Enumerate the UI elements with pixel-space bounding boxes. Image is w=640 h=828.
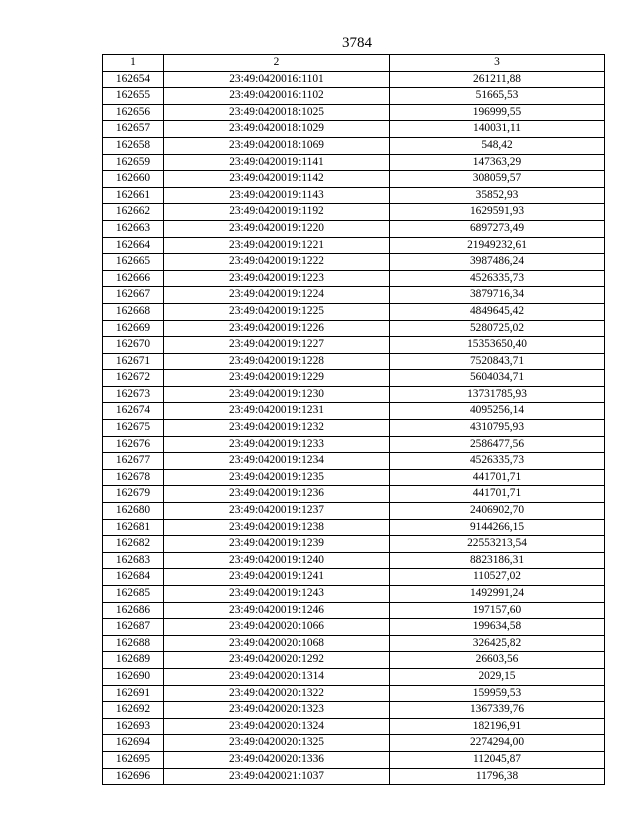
column-header-2: 2 [164,55,390,72]
table-row [103,154,605,171]
table-row [103,403,605,420]
row-number-cell: 162667 [103,287,164,304]
value-cell: 140031,11 [390,121,605,138]
row-number-cell: 162654 [103,71,164,88]
table-row [103,121,605,138]
row-number-cell: 162694 [103,735,164,752]
value-cell: 4526335,73 [390,270,605,287]
cadastral-number-cell: 23:49:0420019:1239 [164,536,390,553]
row-number-cell: 162695 [103,751,164,768]
value-cell: 441701,71 [390,469,605,486]
cadastral-number-cell: 23:49:0420020:1068 [164,635,390,652]
cadastral-number-cell: 23:49:0420019:1230 [164,386,390,403]
value-cell: 308059,57 [390,171,605,188]
table-row [103,420,605,437]
value-cell: 8823186,31 [390,552,605,569]
table-row [103,370,605,387]
table-row [103,171,605,188]
value-cell: 159959,53 [390,685,605,702]
value-cell: 182196,91 [390,718,605,735]
cadastral-number-cell: 23:49:0420019:1221 [164,237,390,254]
table-row [103,386,605,403]
row-number-cell: 162676 [103,436,164,453]
value-cell: 261211,88 [390,71,605,88]
cadastral-number-cell: 23:49:0420019:1224 [164,287,390,304]
cadastral-number-cell: 23:49:0420020:1066 [164,619,390,636]
value-cell: 4526335,73 [390,453,605,470]
value-cell: 21949232,61 [390,237,605,254]
page-number: 3784 [342,35,372,51]
table-row [103,204,605,221]
cadastral-number-cell: 23:49:0420019:1235 [164,469,390,486]
cadastral-number-cell: 23:49:0420019:1240 [164,552,390,569]
column-header-1: 1 [103,55,164,72]
row-number-cell: 162665 [103,254,164,271]
value-cell: 26603,56 [390,652,605,669]
row-number-cell: 162655 [103,88,164,105]
row-number-cell: 162686 [103,602,164,619]
value-cell: 2406902,70 [390,503,605,520]
table-row [103,602,605,619]
value-cell: 35852,93 [390,187,605,204]
value-cell: 2586477,56 [390,436,605,453]
value-cell: 11796,38 [390,768,605,785]
value-cell: 1629591,93 [390,204,605,221]
value-cell: 1367339,76 [390,702,605,719]
row-number-cell: 162659 [103,154,164,171]
value-cell: 199634,58 [390,619,605,636]
row-number-cell: 162691 [103,685,164,702]
table-row [103,668,605,685]
value-cell: 197157,60 [390,602,605,619]
row-number-cell: 162687 [103,619,164,636]
row-number-cell: 162673 [103,386,164,403]
row-number-cell: 162669 [103,320,164,337]
value-cell: 13731785,93 [390,386,605,403]
table-row [103,685,605,702]
row-number-cell: 162674 [103,403,164,420]
row-number-cell: 162684 [103,569,164,586]
row-number-cell: 162680 [103,503,164,520]
data-table [102,54,605,785]
table-row [103,619,605,636]
value-cell: 2274294,00 [390,735,605,752]
cadastral-number-cell: 23:49:0420019:1233 [164,436,390,453]
value-cell: 2029,15 [390,668,605,685]
value-cell: 1492991,24 [390,586,605,603]
table-row [103,453,605,470]
cadastral-number-cell: 23:49:0420019:1237 [164,503,390,520]
row-number-cell: 162657 [103,121,164,138]
table-row [103,751,605,768]
value-cell: 110527,02 [390,569,605,586]
row-number-cell: 162683 [103,552,164,569]
value-cell: 3879716,34 [390,287,605,304]
row-number-cell: 162681 [103,519,164,536]
table-row [103,71,605,88]
cadastral-number-cell: 23:49:0420019:1234 [164,453,390,470]
value-cell: 326425,82 [390,635,605,652]
table-row [103,270,605,287]
cadastral-number-cell: 23:49:0420019:1241 [164,569,390,586]
table-row [103,88,605,105]
row-number-cell: 162663 [103,220,164,237]
cadastral-number-cell: 23:49:0420019:1142 [164,171,390,188]
cadastral-number-cell: 23:49:0420020:1314 [164,668,390,685]
table-row [103,635,605,652]
value-cell: 5604034,71 [390,370,605,387]
value-cell: 4095256,14 [390,403,605,420]
cadastral-number-cell: 23:49:0420019:1220 [164,220,390,237]
table-row [103,469,605,486]
value-cell: 9144266,15 [390,519,605,536]
table-row [103,320,605,337]
cadastral-number-cell: 23:49:0420019:1238 [164,519,390,536]
cadastral-number-cell: 23:49:0420018:1029 [164,121,390,138]
value-cell: 4849645,42 [390,303,605,320]
value-cell: 548,42 [390,137,605,154]
table-row [103,718,605,735]
value-cell: 3987486,24 [390,254,605,271]
value-cell: 6897273,49 [390,220,605,237]
row-number-cell: 162672 [103,370,164,387]
table-row [103,337,605,354]
table-row [103,503,605,520]
cadastral-number-cell: 23:49:0420019:1222 [164,254,390,271]
row-number-cell: 162679 [103,486,164,503]
row-number-cell: 162693 [103,718,164,735]
row-number-cell: 162668 [103,303,164,320]
value-cell: 22553213,54 [390,536,605,553]
cadastral-number-cell: 23:49:0420016:1102 [164,88,390,105]
cadastral-number-cell: 23:49:0420020:1336 [164,751,390,768]
table-row [103,303,605,320]
row-number-cell: 162661 [103,187,164,204]
cadastral-number-cell: 23:49:0420020:1324 [164,718,390,735]
cadastral-number-cell: 23:49:0420019:1232 [164,420,390,437]
value-cell: 147363,29 [390,154,605,171]
row-number-cell: 162696 [103,768,164,785]
cadastral-number-cell: 23:49:0420019:1141 [164,154,390,171]
row-number-cell: 162692 [103,702,164,719]
row-number-cell: 162689 [103,652,164,669]
cadastral-number-cell: 23:49:0420019:1229 [164,370,390,387]
cadastral-number-cell: 23:49:0420020:1323 [164,702,390,719]
table-row [103,104,605,121]
cadastral-number-cell: 23:49:0420018:1025 [164,104,390,121]
cadastral-number-cell: 23:49:0420019:1243 [164,586,390,603]
cadastral-number-cell: 23:49:0420019:1143 [164,187,390,204]
table-row [103,137,605,154]
row-number-cell: 162664 [103,237,164,254]
value-cell: 441701,71 [390,486,605,503]
table-row [103,254,605,271]
row-number-cell: 162671 [103,353,164,370]
cadastral-number-cell: 23:49:0420021:1037 [164,768,390,785]
value-cell: 5280725,02 [390,320,605,337]
cadastral-number-cell: 23:49:0420019:1226 [164,320,390,337]
table-row [103,536,605,553]
table-row [103,353,605,370]
value-cell: 51665,53 [390,88,605,105]
table-row [103,586,605,603]
cadastral-number-cell: 23:49:0420019:1231 [164,403,390,420]
cadastral-number-cell: 23:49:0420019:1192 [164,204,390,221]
column-header-3: 3 [390,55,605,72]
value-cell: 196999,55 [390,104,605,121]
cadastral-number-cell: 23:49:0420018:1069 [164,137,390,154]
row-number-cell: 162666 [103,270,164,287]
cadastral-number-cell: 23:49:0420019:1236 [164,486,390,503]
value-cell: 4310795,93 [390,420,605,437]
cadastral-number-cell: 23:49:0420019:1228 [164,353,390,370]
table-row [103,237,605,254]
table-header [103,55,605,72]
cadastral-number-cell: 23:49:0420016:1101 [164,71,390,88]
table-row [103,220,605,237]
value-cell: 7520843,71 [390,353,605,370]
cadastral-number-cell: 23:49:0420019:1246 [164,602,390,619]
header-row [103,55,605,72]
row-number-cell: 162660 [103,171,164,188]
table-row [103,187,605,204]
row-number-cell: 162658 [103,137,164,154]
cadastral-number-cell: 23:49:0420020:1292 [164,652,390,669]
row-number-cell: 162682 [103,536,164,553]
table-row [103,436,605,453]
row-number-cell: 162690 [103,668,164,685]
table-row [103,768,605,785]
row-number-cell: 162688 [103,635,164,652]
table-row [103,569,605,586]
row-number-cell: 162662 [103,204,164,221]
table-body [103,71,605,785]
row-number-cell: 162656 [103,104,164,121]
row-number-cell: 162685 [103,586,164,603]
cadastral-number-cell: 23:49:0420019:1223 [164,270,390,287]
row-number-cell: 162678 [103,469,164,486]
cadastral-number-cell: 23:49:0420020:1325 [164,735,390,752]
table-row [103,552,605,569]
table-row [103,702,605,719]
table-row [103,519,605,536]
row-number-cell: 162677 [103,453,164,470]
row-number-cell: 162670 [103,337,164,354]
table-row [103,287,605,304]
table-row [103,735,605,752]
cadastral-number-cell: 23:49:0420020:1322 [164,685,390,702]
row-number-cell: 162675 [103,420,164,437]
table-row [103,652,605,669]
value-cell: 15353650,40 [390,337,605,354]
value-cell: 112045,87 [390,751,605,768]
cadastral-number-cell: 23:49:0420019:1227 [164,337,390,354]
table-row [103,486,605,503]
cadastral-number-cell: 23:49:0420019:1225 [164,303,390,320]
